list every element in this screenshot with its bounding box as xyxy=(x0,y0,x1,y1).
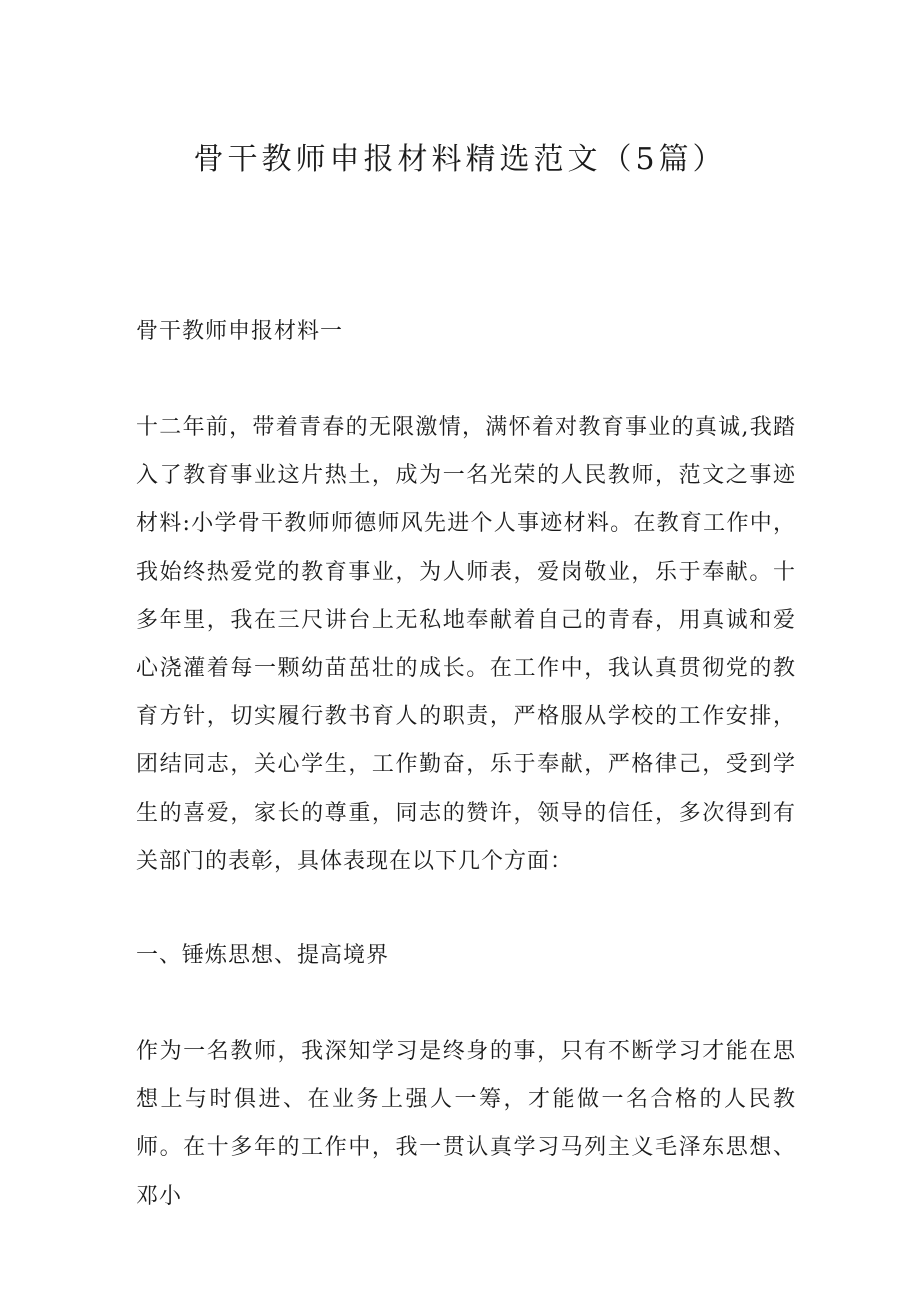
document-title: 骨干教师申报材料精选范文（5篇） xyxy=(193,142,727,177)
section-heading: 骨干教师申报材料一 xyxy=(136,319,344,344)
paragraph-learning: 作为一名教师，我深知学习是终身的事，只有不断学习才能在思想上与时俱进、在业务上强人一筹，才能做一名合格的人民教师。在十多年的工作中，我一贯认真学习马列主义毛泽东思想、邓小 xyxy=(136,1039,796,1209)
subheading-thought: 一、锤炼思想、提高境界 xyxy=(136,943,390,968)
paragraph-intro: 十二年前，带着青春的无限激情，满怀着对教育事业的真诚,我踏入了教育事业这片热土，成为一名光荣的人民教师，范文之事迹材料:小学骨干教师师德师风先进个人事迹材料。在教育工作中，我始终热爱党的教育事业，为人师表，爱岗敬业，乐于奉献。十多年里，我在三尺讲台上无私地奉献着自己的青春，用真诚和爱心浇灌着每一颗幼苗茁壮的成长。在工作中，我认真贯彻党的教育方针，切实履行教书育人的职责，严格服从学校的工作安排，团结同志，关心学生，工作勤奋，乐于奉献，严格律己，受到学生的喜爱，家长的尊重，同志的赞许，领导的信任，多次得到有关部门的表彰，具体表现在以下几个方面： xyxy=(136,415,796,874)
